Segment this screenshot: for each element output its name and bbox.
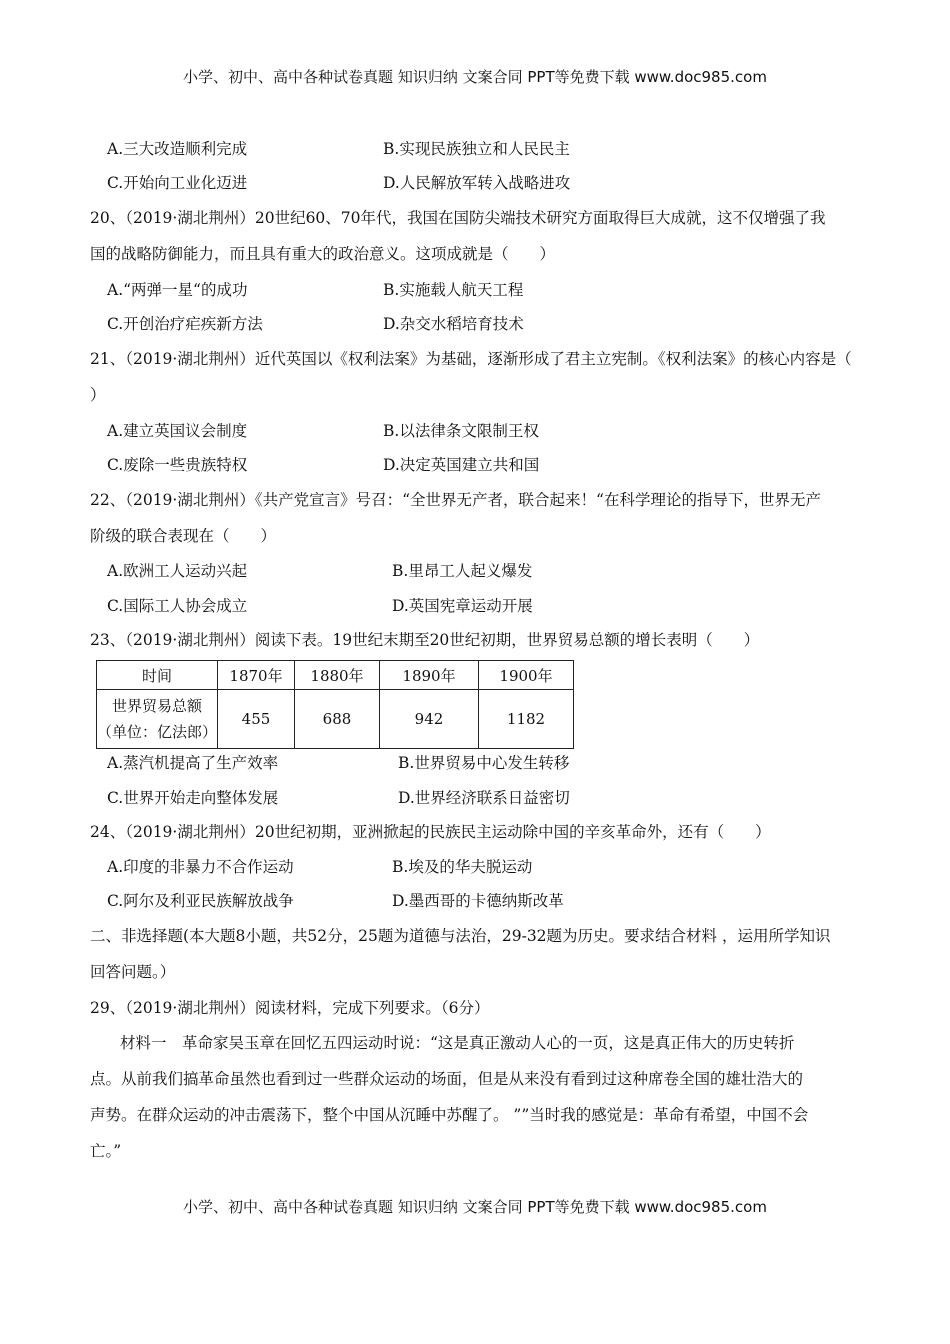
q19-option-d: D.人民解放军转入战略进攻 xyxy=(383,174,571,192)
q20-option-d: D.杂交水稻培育技术 xyxy=(383,315,524,333)
table-header-cell: 1880年 xyxy=(295,661,380,690)
q21-stem-line2: ） xyxy=(90,386,106,404)
q20-stem-line2: 国的战略防御能力，而且具有重大的政治意义。这项成就是（ ） xyxy=(90,245,556,263)
row-label-line1: 世界贸易总额 xyxy=(111,697,202,715)
q20-option-c: C.开创治疗疟疾新方法 xyxy=(107,315,263,333)
table-header-cell: 1900年 xyxy=(479,661,574,690)
q24-option-d: D.墨西哥的卡德纳斯改革 xyxy=(392,892,564,910)
q19-option-a: A.三大改造顺利完成 xyxy=(107,140,248,158)
q21-option-b: B.以法律条文限制王权 xyxy=(383,422,539,440)
q22-option-a: A.欧洲工人运动兴起 xyxy=(107,562,248,580)
q21-option-a: A.建立英国议会制度 xyxy=(107,422,248,440)
q29-material-line3: 声势。在群众运动的冲击震荡下，整个中国从沉睡中苏醒了。 ””当时我的感觉是：革命有希望，中国不会 xyxy=(90,1106,809,1124)
q22-stem-line2: 阶级的联合表现在（ ） xyxy=(90,527,277,545)
q23-option-a: A.蒸汽机提高了生产效率 xyxy=(107,754,279,772)
table-cell: 942 xyxy=(380,690,479,749)
q20-stem-line1: 20、（2019·湖北荆州）20世纪60、70年代，我国在国防尖端技术研究方面取得巨大成就，这不仅增强了我 xyxy=(90,209,826,227)
table-header-cell: 1890年 xyxy=(380,661,479,690)
section2-heading-line1: 二、非选择题(本大题8小题，共52分，25题为道德与法治，29-32题为历史。要求结合材料 ，运用所学知识 xyxy=(90,927,831,945)
table-row-label xyxy=(97,690,218,749)
table-header-cell: 1870年 xyxy=(218,661,295,690)
q23-option-c: C.世界开始走向整体发展 xyxy=(107,789,279,807)
q29-stem: 29、（2019·湖北荆州）阅读材料，完成下列要求。（6分） xyxy=(90,999,490,1017)
q22-option-d: D.英国宪章运动开展 xyxy=(392,597,533,615)
table-cell: 455 xyxy=(218,690,295,749)
q23-stem: 23、（2019·湖北荆州）阅读下表。19世纪末期至20世纪初期，世界贸易总额的增长表明（ ） xyxy=(90,631,760,649)
q19-option-b: B.实现民族独立和人民民主 xyxy=(383,140,570,158)
table-cell: 688 xyxy=(295,690,380,749)
q29-material-line1: 材料一 革命家吴玉章在回忆五四运动时说：“这是真正激动人心的一页，这是真正伟大的历史转折 xyxy=(120,1034,795,1052)
q29-material-line4: 亡。” xyxy=(90,1142,122,1160)
row-label-line2: （单位：亿法郎） xyxy=(97,723,218,741)
table-row xyxy=(97,690,574,749)
trade-table xyxy=(96,660,574,749)
section2-heading-line2: 回答问题。） xyxy=(90,963,176,981)
q21-option-c: C.废除一些贵族特权 xyxy=(107,456,248,474)
q21-stem-line1: 21、（2019·湖北荆州）近代英国以《权利法案》为基础，逐渐形成了君主立宪制。《权利法案》的核心内容是（ xyxy=(90,350,852,368)
q23-option-d: D.世界经济联系日益密切 xyxy=(398,789,570,807)
q22-option-c: C.国际工人协会成立 xyxy=(107,597,248,615)
table-cell: 1182 xyxy=(479,690,574,749)
page-footer: 小学、初中、高中各种试卷真题 知识归纳 文案合同 PPT等免费下载 www.doc985.com xyxy=(183,1198,767,1216)
q24-option-a: A.印度的非暴力不合作运动 xyxy=(107,858,294,876)
page-header: 小学、初中、高中各种试卷真题 知识归纳 文案合同 PPT等免费下载 www.doc985.com xyxy=(183,68,767,86)
q20-option-b: B.实施载人航天工程 xyxy=(383,281,524,299)
q21-option-d: D.决定英国建立共和国 xyxy=(383,456,540,474)
q24-option-b: B.埃及的华夫脱运动 xyxy=(392,858,533,876)
q24-option-c: C.阿尔及利亚民族解放战争 xyxy=(107,892,294,910)
q23-option-b: B.世界贸易中心发生转移 xyxy=(398,754,570,772)
q24-stem: 24、（2019·湖北荆州）20世纪初期，亚洲掀起的民族民主运动除中国的辛亥革命外，还有（ ） xyxy=(90,823,771,841)
table-header-cell: 时间 xyxy=(97,661,218,690)
q20-option-a: A.“两弹一星“的成功 xyxy=(107,281,248,299)
table-header-row xyxy=(97,661,574,690)
q22-option-b: B.里昂工人起义爆发 xyxy=(392,562,533,580)
q19-option-c: C.开始向工业化迈进 xyxy=(107,174,248,192)
q29-material-line2: 点。从前我们搞革命虽然也看到过一些群众运动的场面，但是从来没有看到过这种席卷全国的雄壮浩大的 xyxy=(90,1070,804,1088)
q22-stem-line1: 22、（2019·湖北荆州）《共产党宣言》号召：“全世界无产者，联合起来！“在科学理论的指导下，世界无产 xyxy=(90,491,821,509)
